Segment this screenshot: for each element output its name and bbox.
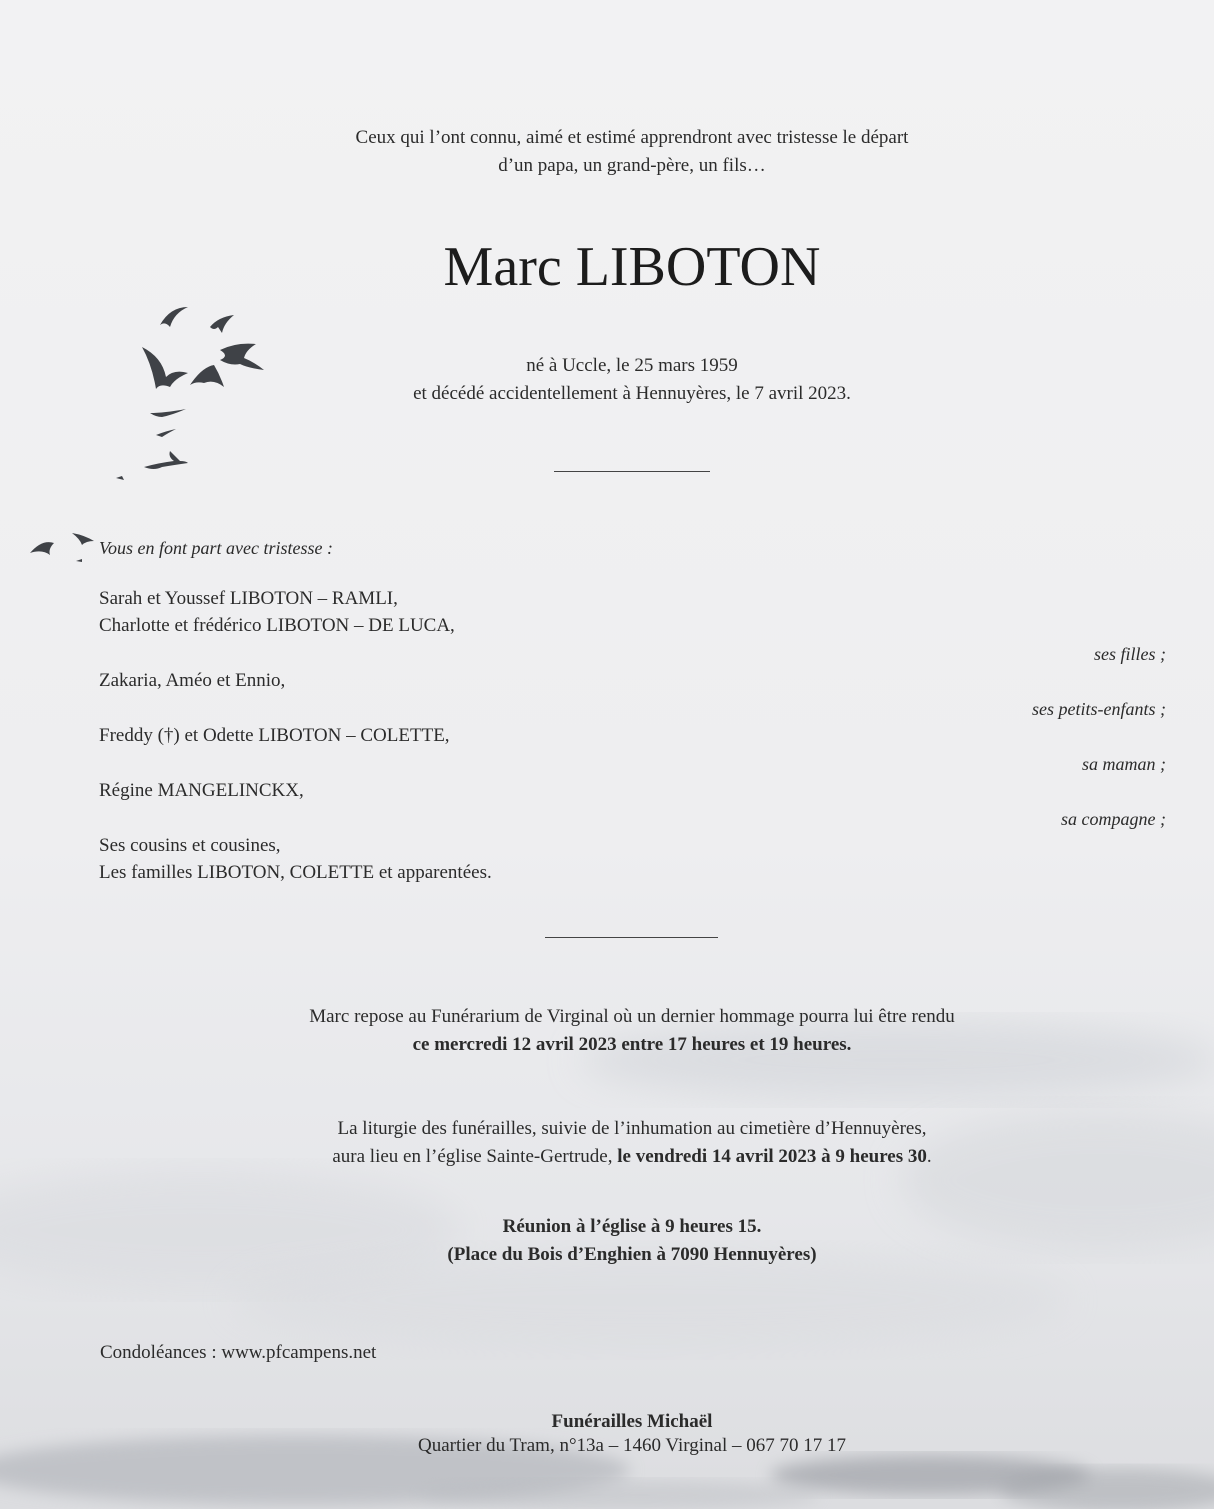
family-group-grandchildren [99,667,285,694]
family-line: Les familles LIBOTON, COLETTE et apparentées. [99,862,492,883]
funeral-home-address: Quartier du Tram, n°13a – 1460 Virginal – 067 70 17 17 [418,1435,846,1456]
separator-line [545,937,718,938]
family-line: Sarah et Youssef LIBOTON – RAMLI, [99,588,398,609]
funeral-text [200,1115,1064,1171]
birth-line: né à Uccle, le 25 mars 1959 [526,355,738,376]
bird-icon [76,559,82,562]
intro-line-1: Ceux qui l’ont connu, aimé et estimé apprendront avec tristesse le départ [355,127,909,148]
family-line: Ses cousins et cousines, [99,835,281,856]
bird-icon [210,315,234,333]
funeral-line-1: La liturgie des funérailles, suivie de l’inhumation au cimetière d’Hennuyères, [337,1118,927,1139]
role-daughters: ses filles ; [1094,644,1166,664]
meeting-line-1: Réunion à l’église à 9 heures 15. [502,1216,762,1237]
funeral-home-name: Funérailles Michaël [551,1411,713,1432]
family-group-companion [99,777,304,804]
visitation-date: ce mercredi 12 avril 2023 entre 17 heures et 19 heures. [412,1034,852,1055]
family-line: Freddy (†) et Odette LIBOTON – COLETTE, [99,725,450,746]
funeral-home [200,1410,1064,1458]
birth-death-dates [200,352,1064,408]
bird-icon [72,533,94,545]
family-group-mother [99,722,450,749]
role-mother: sa maman ; [1082,754,1166,774]
visitation-text [200,1003,1064,1059]
funeral-period: . [926,1146,932,1167]
family-line: Régine MANGELINCKX, [99,780,304,801]
bird-icon [116,476,124,480]
meeting-text [200,1213,1064,1269]
birds-illustration [20,295,280,570]
family-group-cousins [99,832,492,886]
condolences-link[interactable]: Condoléances : www.pfcampens.net [100,1342,377,1363]
bird-icon [156,429,176,437]
family-intro: Vous en font part avec tristesse : [99,538,333,558]
bird-icon [160,307,188,327]
bird-icon [144,451,188,469]
intro-text [200,124,1064,180]
visitation-line-1: Marc repose au Funérarium de Virginal où un dernier hommage pourra lui être rendu [309,1006,955,1027]
bird-icon [142,347,188,389]
meeting-line-2: (Place du Bois d’Enghien à 7090 Hennuyères) [447,1244,817,1265]
intro-line-2: d’un papa, un grand-père, un fils… [498,155,766,176]
role-grandchildren: ses petits-enfants ; [1032,699,1166,719]
funeral-date: le vendredi 14 avril 2023 à 9 heures 30 [617,1146,927,1167]
death-line: et décédé accidentellement à Hennuyères, le 7 avril 2023. [413,383,851,404]
family-line: Zakaria, Améo et Ennio, [99,670,286,691]
family-group-daughters [99,585,455,639]
family-line: Charlotte et frédérico LIBOTON – DE LUCA, [99,615,455,636]
funeral-line-2 [200,1143,1064,1171]
role-companion: sa compagne ; [1061,809,1166,829]
separator-line [554,471,710,472]
deceased-name: Marc LIBOTON [443,236,821,298]
funeral-location: aura lieu en l’église Sainte-Gertrude, [332,1146,618,1167]
bird-icon [150,409,186,417]
bird-icon [30,542,54,555]
